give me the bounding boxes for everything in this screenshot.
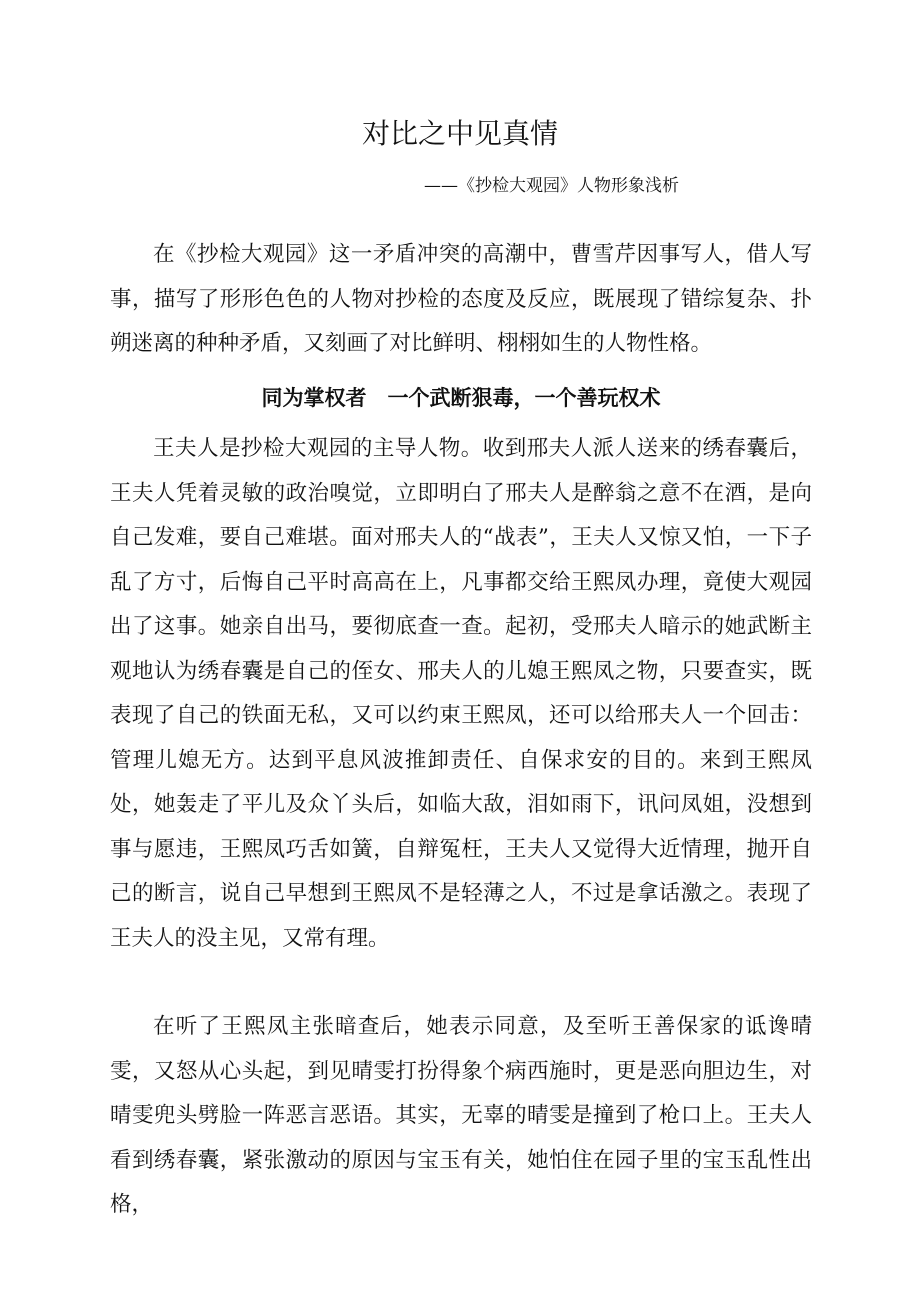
paragraph-qingwen: 在听了王熙凤主张暗查后，她表示同意，及至听王善保家的诋谗晴雯，又怒从心头起，到见晴雯打扮得象个病西施时，更是恶向胆边生，对晴雯兜头劈脸一阵恶言恶语。其实，无辜的晴雯是撞到了枪口上。王夫人看到绣春囊，紧张激动的原因与宝玉有关，她怕住在园子里的宝玉乱性出格， bbox=[110, 1014, 812, 1217]
paragraph-intro: 在《抄检大观园》这一矛盾冲突的高潮中，曹雪芹因事写人，借人写事，描写了形形色色的人物对抄检的态度及反应，既展现了错综复杂、扑朔迷离的种种矛盾，又刻画了对比鲜明、栩栩如生的人物性格。 bbox=[110, 242, 812, 356]
document-subtitle: ——《抄检大观园》人物形象浅析 bbox=[424, 176, 679, 196]
section-heading: 同为掌权者 一个武断狠毒，一个善玩权术 bbox=[261, 386, 661, 410]
paragraph-wang-furen: 王夫人是抄检大观园的主导人物。收到邢夫人派人送来的绣春囊后，王夫人凭着灵敏的政治嗅觉，立即明白了邢夫人是醉翁之意不在酒，是向自己发难，要自己难堪。面对邢夫人的“战表”，王夫人又惊又怕，一下子乱了方寸，后悔自己平时高高在上，凡事都交给王熙凤办理，竟使大观园出了这事。她亲自出马，要彻底查一查。起初，受邢夫人暗示的她武断主观地认为绣春囊是自己的侄女、邢夫人的儿媳王熙凤之物，只要查实，既表现了自己的铁面无私，又可以约束王熙凤，还可以给邢夫人一个回击：管理儿媳无方。达到平息风波推卸责任、自保求安的目的。来到王熙凤处，她轰走了平儿及众丫头后，如临大敌，泪如雨下，讯问凤姐，没想到事与愿违，王熙凤巧舌如簧，自辩冤枉，王夫人又觉得大近情理，抛开自己的断言，说自己早想到王熙凤不是轻薄之人，不过是拿话激之。表现了王夫人的没主见，又常有理。 bbox=[110, 436, 812, 951]
document-title: 对比之中见真情 bbox=[361, 117, 558, 150]
